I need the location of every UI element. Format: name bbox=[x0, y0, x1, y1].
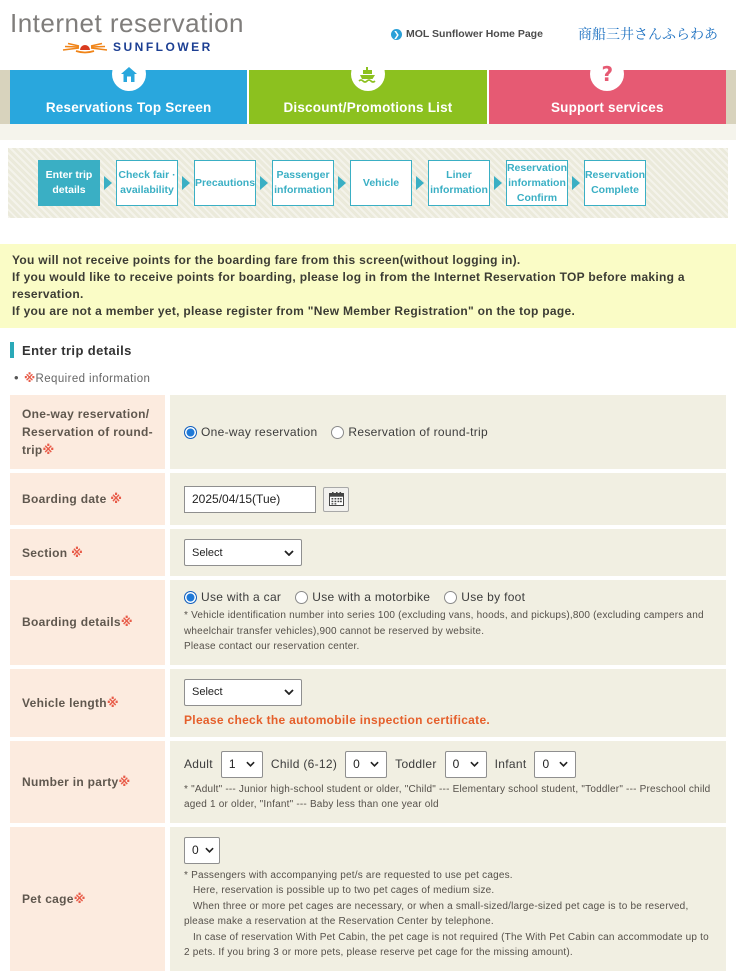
required-mark: ※ bbox=[23, 372, 36, 385]
question-icon: ? bbox=[590, 57, 624, 91]
notice-line: If you are not a member yet, please register from "New Member Registration" on the top page. bbox=[12, 304, 576, 319]
radio-unchecked-icon bbox=[331, 426, 344, 439]
pet-cage-label: Pet cage※ bbox=[10, 827, 165, 971]
chevron-down-icon bbox=[284, 689, 294, 695]
jp-brand-link[interactable]: 商船三井さんふらわあ bbox=[578, 26, 718, 42]
number-in-party-value bbox=[170, 741, 726, 823]
required-mark: ※ bbox=[71, 545, 84, 560]
required-mark: ※ bbox=[42, 443, 55, 458]
ship-icon bbox=[351, 57, 385, 91]
step-arrow-icon bbox=[104, 176, 112, 190]
radio-use-with-car[interactable]: Use with a car bbox=[184, 590, 281, 604]
section-label: Section ※ bbox=[10, 529, 165, 576]
required-information-note bbox=[14, 370, 726, 385]
radio-round-trip-reservation[interactable]: Reservation of round-trip bbox=[331, 425, 488, 439]
row-section bbox=[10, 529, 726, 576]
tab-reservations-top[interactable] bbox=[10, 70, 247, 124]
mol-home-link[interactable] bbox=[391, 28, 543, 40]
boarding-date-label: Boarding date ※ bbox=[10, 473, 165, 525]
required-mark: ※ bbox=[106, 695, 119, 710]
radio-use-with-motorbike[interactable]: Use with a motorbike bbox=[295, 590, 430, 604]
trip-type-label: One-way reservation/ Reservation of round-trip※ bbox=[10, 395, 165, 469]
infant-select[interactable]: 0 bbox=[534, 751, 576, 778]
step-passenger-information: Passenger information bbox=[272, 160, 334, 206]
boarding-details-label: Boarding details※ bbox=[10, 580, 165, 665]
required-note-label: Required information bbox=[35, 372, 151, 385]
step-arrow-icon bbox=[338, 176, 346, 190]
radio-use-by-foot[interactable]: Use by foot bbox=[444, 590, 525, 604]
pet-cage-note: In case of reservation With Pet Cabin, the pet cage is not required (The With Pet Cabin can accommodate up to 2 pets. If you bring 3 or more pets, please reserve pet cage for the missing amount). bbox=[184, 931, 712, 959]
section-value bbox=[170, 529, 726, 576]
radio-checked-icon bbox=[184, 591, 197, 604]
sunrise-logo-icon bbox=[62, 38, 108, 55]
boarding-details-value bbox=[170, 580, 726, 665]
heading-accent-bar bbox=[10, 342, 14, 358]
points-notice-box bbox=[0, 244, 736, 328]
pet-cage-note: Here, reservation is possible up to two pet cages of medium size. bbox=[184, 885, 495, 897]
chevron-down-icon bbox=[559, 761, 568, 767]
page-title: Internet reservation bbox=[10, 8, 245, 38]
pet-cage-value bbox=[170, 827, 726, 971]
step-vehicle: Vehicle bbox=[350, 160, 412, 206]
number-in-party-label: Number in party※ bbox=[10, 741, 165, 823]
vehicle-length-select[interactable]: Select bbox=[184, 679, 302, 706]
trip-type-value bbox=[170, 395, 726, 469]
header-links bbox=[391, 24, 736, 44]
radio-unchecked-icon bbox=[295, 591, 308, 604]
step-arrow-icon bbox=[416, 176, 424, 190]
required-mark: ※ bbox=[73, 891, 86, 906]
notice-line: If you would like to receive points for boarding, please log in from the Internet Reservation TOP before making a reservation. bbox=[12, 270, 685, 302]
progress-steps bbox=[8, 148, 728, 218]
step-arrow-icon bbox=[572, 176, 580, 190]
row-boarding-details bbox=[10, 580, 726, 665]
mol-home-link-label: MOL Sunflower Home Page bbox=[406, 28, 543, 40]
vehicle-length-label: Vehicle length※ bbox=[10, 669, 165, 737]
toddler-label: Toddler bbox=[395, 757, 437, 772]
step-enter-trip-details: Enter trip details bbox=[38, 160, 100, 206]
toddler-select[interactable]: 0 bbox=[445, 751, 487, 778]
tab-support-services[interactable] bbox=[487, 62, 726, 124]
vehicle-length-value bbox=[170, 669, 726, 737]
step-arrow-icon bbox=[260, 176, 268, 190]
section-select[interactable]: Select bbox=[184, 539, 302, 566]
required-mark: ※ bbox=[110, 492, 123, 507]
row-trip-type bbox=[10, 395, 726, 469]
arrow-circle-icon: ❯ bbox=[391, 29, 402, 40]
radio-checked-icon bbox=[184, 426, 197, 439]
row-pet-cage bbox=[10, 827, 726, 971]
bullet-icon: • bbox=[14, 370, 19, 386]
pet-cage-note: * Passengers with accompanying pet/s are requested to use pet cages. bbox=[184, 869, 513, 881]
boarding-details-note: Please contact our reservation center. bbox=[184, 641, 360, 653]
chevron-down-icon bbox=[284, 550, 294, 556]
boarding-date-input[interactable] bbox=[184, 486, 316, 513]
step-liner-information: Liner information bbox=[428, 160, 490, 206]
tab-discount-promotions[interactable] bbox=[247, 70, 486, 124]
step-precautions: Precautions bbox=[194, 160, 256, 206]
chevron-down-icon bbox=[370, 761, 379, 767]
required-mark: ※ bbox=[118, 774, 131, 789]
radio-unchecked-icon bbox=[444, 591, 457, 604]
pet-cage-note: When three or more pet cages are necessary, or when a small-sized/large-sized pet cage is to be reserved, please make a reservation at the Reservation Center by telephone. bbox=[184, 900, 692, 928]
brand-logo bbox=[62, 38, 213, 55]
chevron-down-icon bbox=[470, 761, 479, 767]
child-label: Child (6-12) bbox=[270, 757, 338, 772]
adult-label: Adult bbox=[184, 757, 213, 772]
row-number-in-party bbox=[10, 741, 726, 823]
radio-one-way-reservation[interactable]: One-way reservation bbox=[184, 425, 317, 439]
required-mark: ※ bbox=[120, 615, 133, 630]
step-arrow-icon bbox=[182, 176, 190, 190]
chevron-down-icon bbox=[246, 761, 255, 767]
notice-line: You will not receive points for the boarding fare from this screen(without logging in). bbox=[12, 253, 521, 267]
infant-label: Infant bbox=[494, 757, 527, 772]
home-icon bbox=[112, 57, 146, 91]
party-note: * "Adult" --- Junior high-school student or older, "Child" --- Elementary school student, "Toddler" --- Preschool child aged 1 or older, "Infant" --- Baby less than one year old bbox=[184, 783, 714, 811]
section-title: Enter trip details bbox=[22, 342, 132, 358]
step-check-fair-availability: Check fair · availability bbox=[116, 160, 178, 206]
boarding-date-value bbox=[170, 473, 726, 525]
child-select[interactable]: 0 bbox=[345, 751, 387, 778]
section-heading bbox=[10, 342, 726, 358]
trip-details-form bbox=[10, 395, 726, 971]
pet-cage-select[interactable]: 0 bbox=[184, 837, 220, 864]
step-reservation-complete: Reservation Complete bbox=[584, 160, 646, 206]
row-vehicle-length bbox=[10, 669, 726, 737]
main-nav-tabs bbox=[0, 62, 736, 124]
calendar-icon bbox=[329, 492, 344, 506]
step-reservation-information-confirm: Reservation information Confirm bbox=[506, 160, 568, 206]
adult-select[interactable]: 1 bbox=[221, 751, 263, 778]
calendar-button[interactable] bbox=[323, 487, 349, 512]
tab-bar-shadow-strip bbox=[0, 124, 736, 140]
tab-label: Reservations Top Screen bbox=[45, 100, 212, 115]
tab-label: Support services bbox=[550, 100, 664, 115]
vehicle-length-warning: Please check the automobile inspection certificate. bbox=[184, 712, 491, 727]
row-boarding-date bbox=[10, 473, 726, 525]
tab-label: Discount/Promotions List bbox=[283, 100, 453, 115]
boarding-details-note: * Vehicle identification number into series 100 (excluding vans, hoods, and pickups),800 (excluding campers and wheelchair transfer vehicles),900 cannot be reserved by website. bbox=[184, 610, 707, 637]
chevron-down-icon bbox=[205, 847, 214, 853]
brand-name: SUNFLOWER bbox=[113, 39, 213, 54]
step-arrow-icon bbox=[494, 176, 502, 190]
